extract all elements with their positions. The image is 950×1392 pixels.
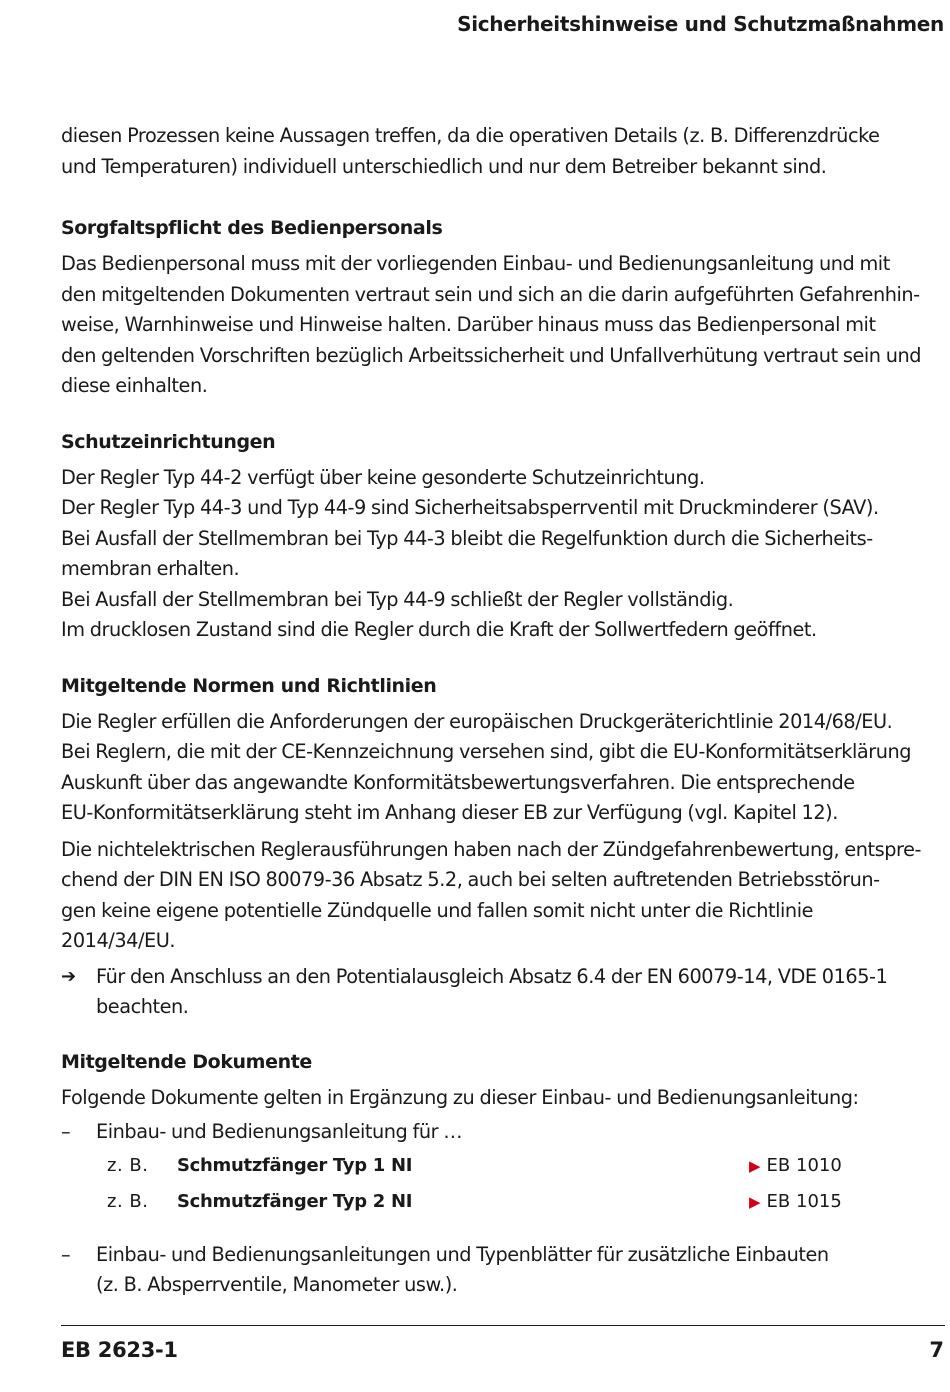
section-heading: Sorgfaltspflicht des Bedienpersonals — [61, 217, 443, 239]
section-paragraph — [61, 249, 945, 402]
running-header-title: Sicherheitshinweise und Schutzmaßnahmen — [457, 12, 944, 36]
section-paragraph — [61, 707, 945, 829]
list-item — [61, 1117, 945, 1148]
section-heading: Mitgeltende Dokumente — [61, 1050, 312, 1073]
action-instruction — [61, 962, 945, 1022]
reference-title: Schmutzfänger Typ 2 NI — [177, 1190, 413, 1212]
arrow-right-icon: ➔ — [61, 965, 76, 987]
text-line: weise, Warnhinweise und Hinweise halten. Darüber hinaus muss das Bedienpersonal mit — [61, 313, 876, 336]
section-paragraph — [61, 835, 945, 957]
text-line: Für den Anschluss an den Potentialausgleich Absatz 6.4 der EN 60079-14, VDE 0165-1 — [96, 964, 888, 988]
text-line: Der Regler Typ 44-3 und Typ 44-9 sind Sicherheitsabsperrventil mit Druckminderer (SAV). — [61, 496, 879, 519]
text-line: diese einhalten. — [61, 374, 208, 397]
page-body — [61, 121, 945, 1301]
reference-title: Schmutzfänger Typ 1 NI — [177, 1154, 413, 1176]
reference-row — [61, 1184, 945, 1220]
section-schutz — [61, 427, 945, 646]
section-dokumente — [61, 1047, 945, 1301]
text-line: Bei Reglern, die mit der CE-Kennzeichnung versehen sind, gibt die EU-Konformitätserklärung — [61, 740, 912, 763]
list-item — [61, 1240, 945, 1301]
dash-marker: – — [61, 1242, 71, 1266]
list-item-text: Einbau- und Bedienungsanleitung für … — [96, 1120, 463, 1143]
text-line: den mitgeltenden Dokumenten vertraut sein und sich an die darin aufgeführten Gefahrenhin- — [61, 282, 920, 306]
text-line: Auskunft über das angewandte Konformitätsbewertungsverfahren. Die entsprechende — [61, 770, 855, 794]
text-line: Einbau- und Bedienungsanleitungen und Typenblätter für zusätzliche Einbauten — [96, 1242, 829, 1266]
section-intro: Folgende Dokumente gelten in Ergänzung zu dieser Einbau- und Bedienungsanleitung: — [61, 1085, 859, 1109]
text-line: Bei Ausfall der Stellmembran bei Typ 44-9 schließt der Regler vollständig. — [61, 587, 734, 611]
text-line: EU-Konformitätserklärung steht im Anhang dieser EB zur Verfügung (vgl. Kapitel 12). — [61, 801, 838, 824]
reference-doc — [749, 1184, 842, 1220]
triangle-right-icon: ▶ — [749, 1156, 761, 1175]
text-line: gen keine eigene potentielle Zündquelle und fallen somit nicht unter die Richtlinie — [61, 898, 814, 922]
text-line: Der Regler Typ 44-2 verfügt über keine gesonderte Schutzeinrichtung. — [61, 465, 705, 489]
section-sorgfalt — [61, 213, 945, 402]
section-heading: Schutzeinrichtungen — [61, 430, 276, 453]
triangle-right-icon: ▶ — [749, 1192, 761, 1211]
text-line: den geltenden Vorschriften bezüglich Arbeitssicherheit und Unfallverhütung vertraut sein und — [61, 343, 922, 367]
text-line: und Temperaturen) individuell unterschiedlich und nur dem Betreiber bekannt sind. — [61, 154, 827, 178]
footer-page-number: 7 — [929, 1338, 944, 1362]
reference-prefix: z. B. — [107, 1190, 149, 1212]
reference-row — [61, 1148, 945, 1184]
text-line: Die Regler erfüllen die Anforderungen der europäischen Druckgeräterichtlinie 2014/68/EU. — [61, 709, 893, 733]
section-paragraph — [61, 463, 945, 646]
intro-paragraph — [61, 121, 945, 182]
text-line: Die nichtelektrischen Reglerausführungen haben nach der Zündgefahrenbewertung, entspre- — [61, 837, 922, 861]
footer-divider — [61, 1325, 945, 1326]
text-line: chend der DIN EN ISO 80079-36 Absatz 5.2, auch bei selten auftretenden Betriebsstörun- — [61, 868, 880, 891]
text-line: Im drucklosen Zustand sind die Regler durch die Kraft der Sollwertfedern geöffnet. — [61, 618, 817, 641]
section-normen — [61, 671, 945, 1022]
text-line: (z. B. Absperrventile, Manometer usw.). — [96, 1273, 458, 1296]
dash-marker: – — [61, 1120, 71, 1143]
reference-doc-number: EB 1010 — [766, 1154, 842, 1176]
reference-doc-number: EB 1015 — [766, 1190, 842, 1212]
text-line: Bei Ausfall der Stellmembran bei Typ 44-3 bleibt die Regelfunktion durch die Sicherheits- — [61, 526, 873, 550]
text-line: 2014/34/EU. — [61, 929, 176, 952]
text-line: membran erhalten. — [61, 557, 240, 580]
text-line: Das Bedienpersonal muss mit der vorliegenden Einbau- und Bedienungsanleitung und mit — [61, 252, 890, 275]
reference-doc — [749, 1148, 842, 1184]
section-heading: Mitgeltende Normen und Richtlinien — [61, 674, 437, 697]
footer-doc-id: EB 2623-1 — [61, 1338, 178, 1362]
reference-prefix: z. B. — [107, 1154, 149, 1176]
text-line: diesen Prozessen keine Aussagen treffen, da die operativen Details (z. B. Differenzdrücke — [61, 124, 880, 147]
text-line: beachten. — [96, 994, 189, 1018]
